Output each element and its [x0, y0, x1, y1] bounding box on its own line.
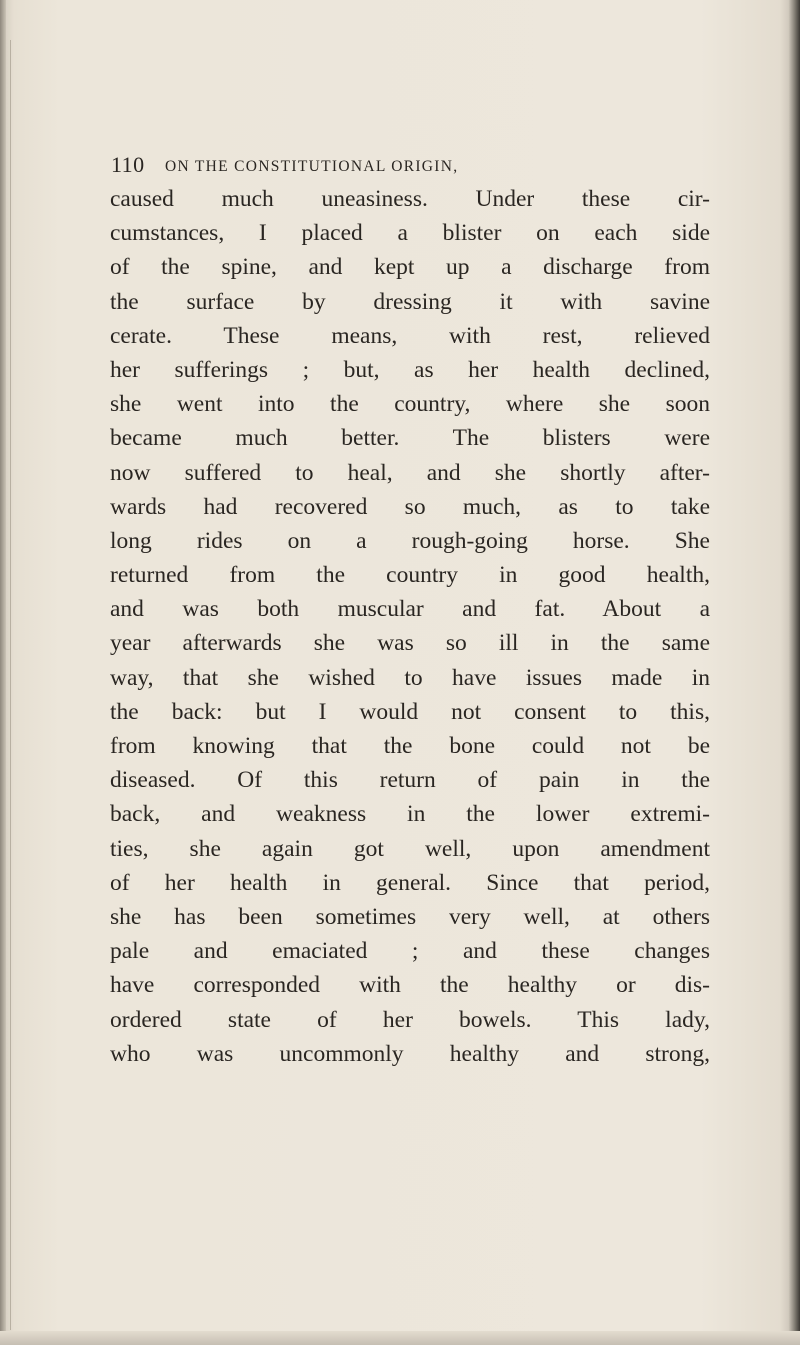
text-line: she has been sometimes very well, at others	[110, 903, 710, 930]
text-line: who was uncommonly healthy and strong,	[110, 1040, 710, 1067]
text-line: from knowing that the bone could not be	[110, 733, 710, 759]
text-line: diseased. Of this return of pain in the	[110, 767, 710, 794]
page-number: 110	[111, 152, 145, 177]
text-line: long rides on a rough-going horse. She	[110, 527, 710, 554]
text-line: cumstances, I placed a blister on each side	[110, 220, 710, 247]
text-line: the surface by dressing it with savine	[110, 288, 710, 315]
page-left-edge	[0, 0, 6, 1345]
body-text	[110, 182, 710, 1071]
page-right-edge	[788, 0, 800, 1345]
text-line: wards had recovered so much, as to take	[110, 493, 710, 520]
text-line: returned from the country in good health,	[110, 562, 710, 589]
text-line: caused much uneasiness. Under these cir-	[110, 186, 710, 212]
text-line: cerate. These means, with rest, relieved	[110, 322, 710, 349]
text-line: way, that she wished to have issues made in	[110, 664, 710, 691]
page-bottom-edge	[0, 1331, 800, 1345]
gutter-line	[10, 40, 11, 1330]
text-line: became much better. The blisters were	[110, 425, 710, 452]
text-line: year afterwards she was so ill in the same	[110, 630, 710, 657]
text-line: and was both muscular and fat. About a	[110, 596, 710, 623]
text-line: have corresponded with the healthy or dis-	[110, 972, 710, 999]
running-head: ON THE CONSTITUTIONAL ORIGIN,	[165, 158, 459, 175]
text-line: now suffered to heal, and she shortly after-	[110, 459, 710, 486]
text-line: back, and weakness in the lower extremi-	[110, 801, 710, 828]
page-header	[111, 152, 671, 182]
text-line: ties, she again got well, upon amendment	[110, 835, 710, 862]
text-line: of her health in general. Since that period,	[110, 869, 710, 896]
text-line: she went into the country, where she soon	[110, 391, 710, 418]
text-line: the back: but I would not consent to this,	[110, 698, 710, 725]
text-line: of the spine, and kept up a discharge from	[110, 254, 710, 281]
text-line: her sufferings ; but, as her health declined,	[110, 356, 710, 383]
text-line: ordered state of her bowels. This lady,	[110, 1006, 710, 1033]
text-line: pale and emaciated ; and these changes	[110, 938, 710, 965]
